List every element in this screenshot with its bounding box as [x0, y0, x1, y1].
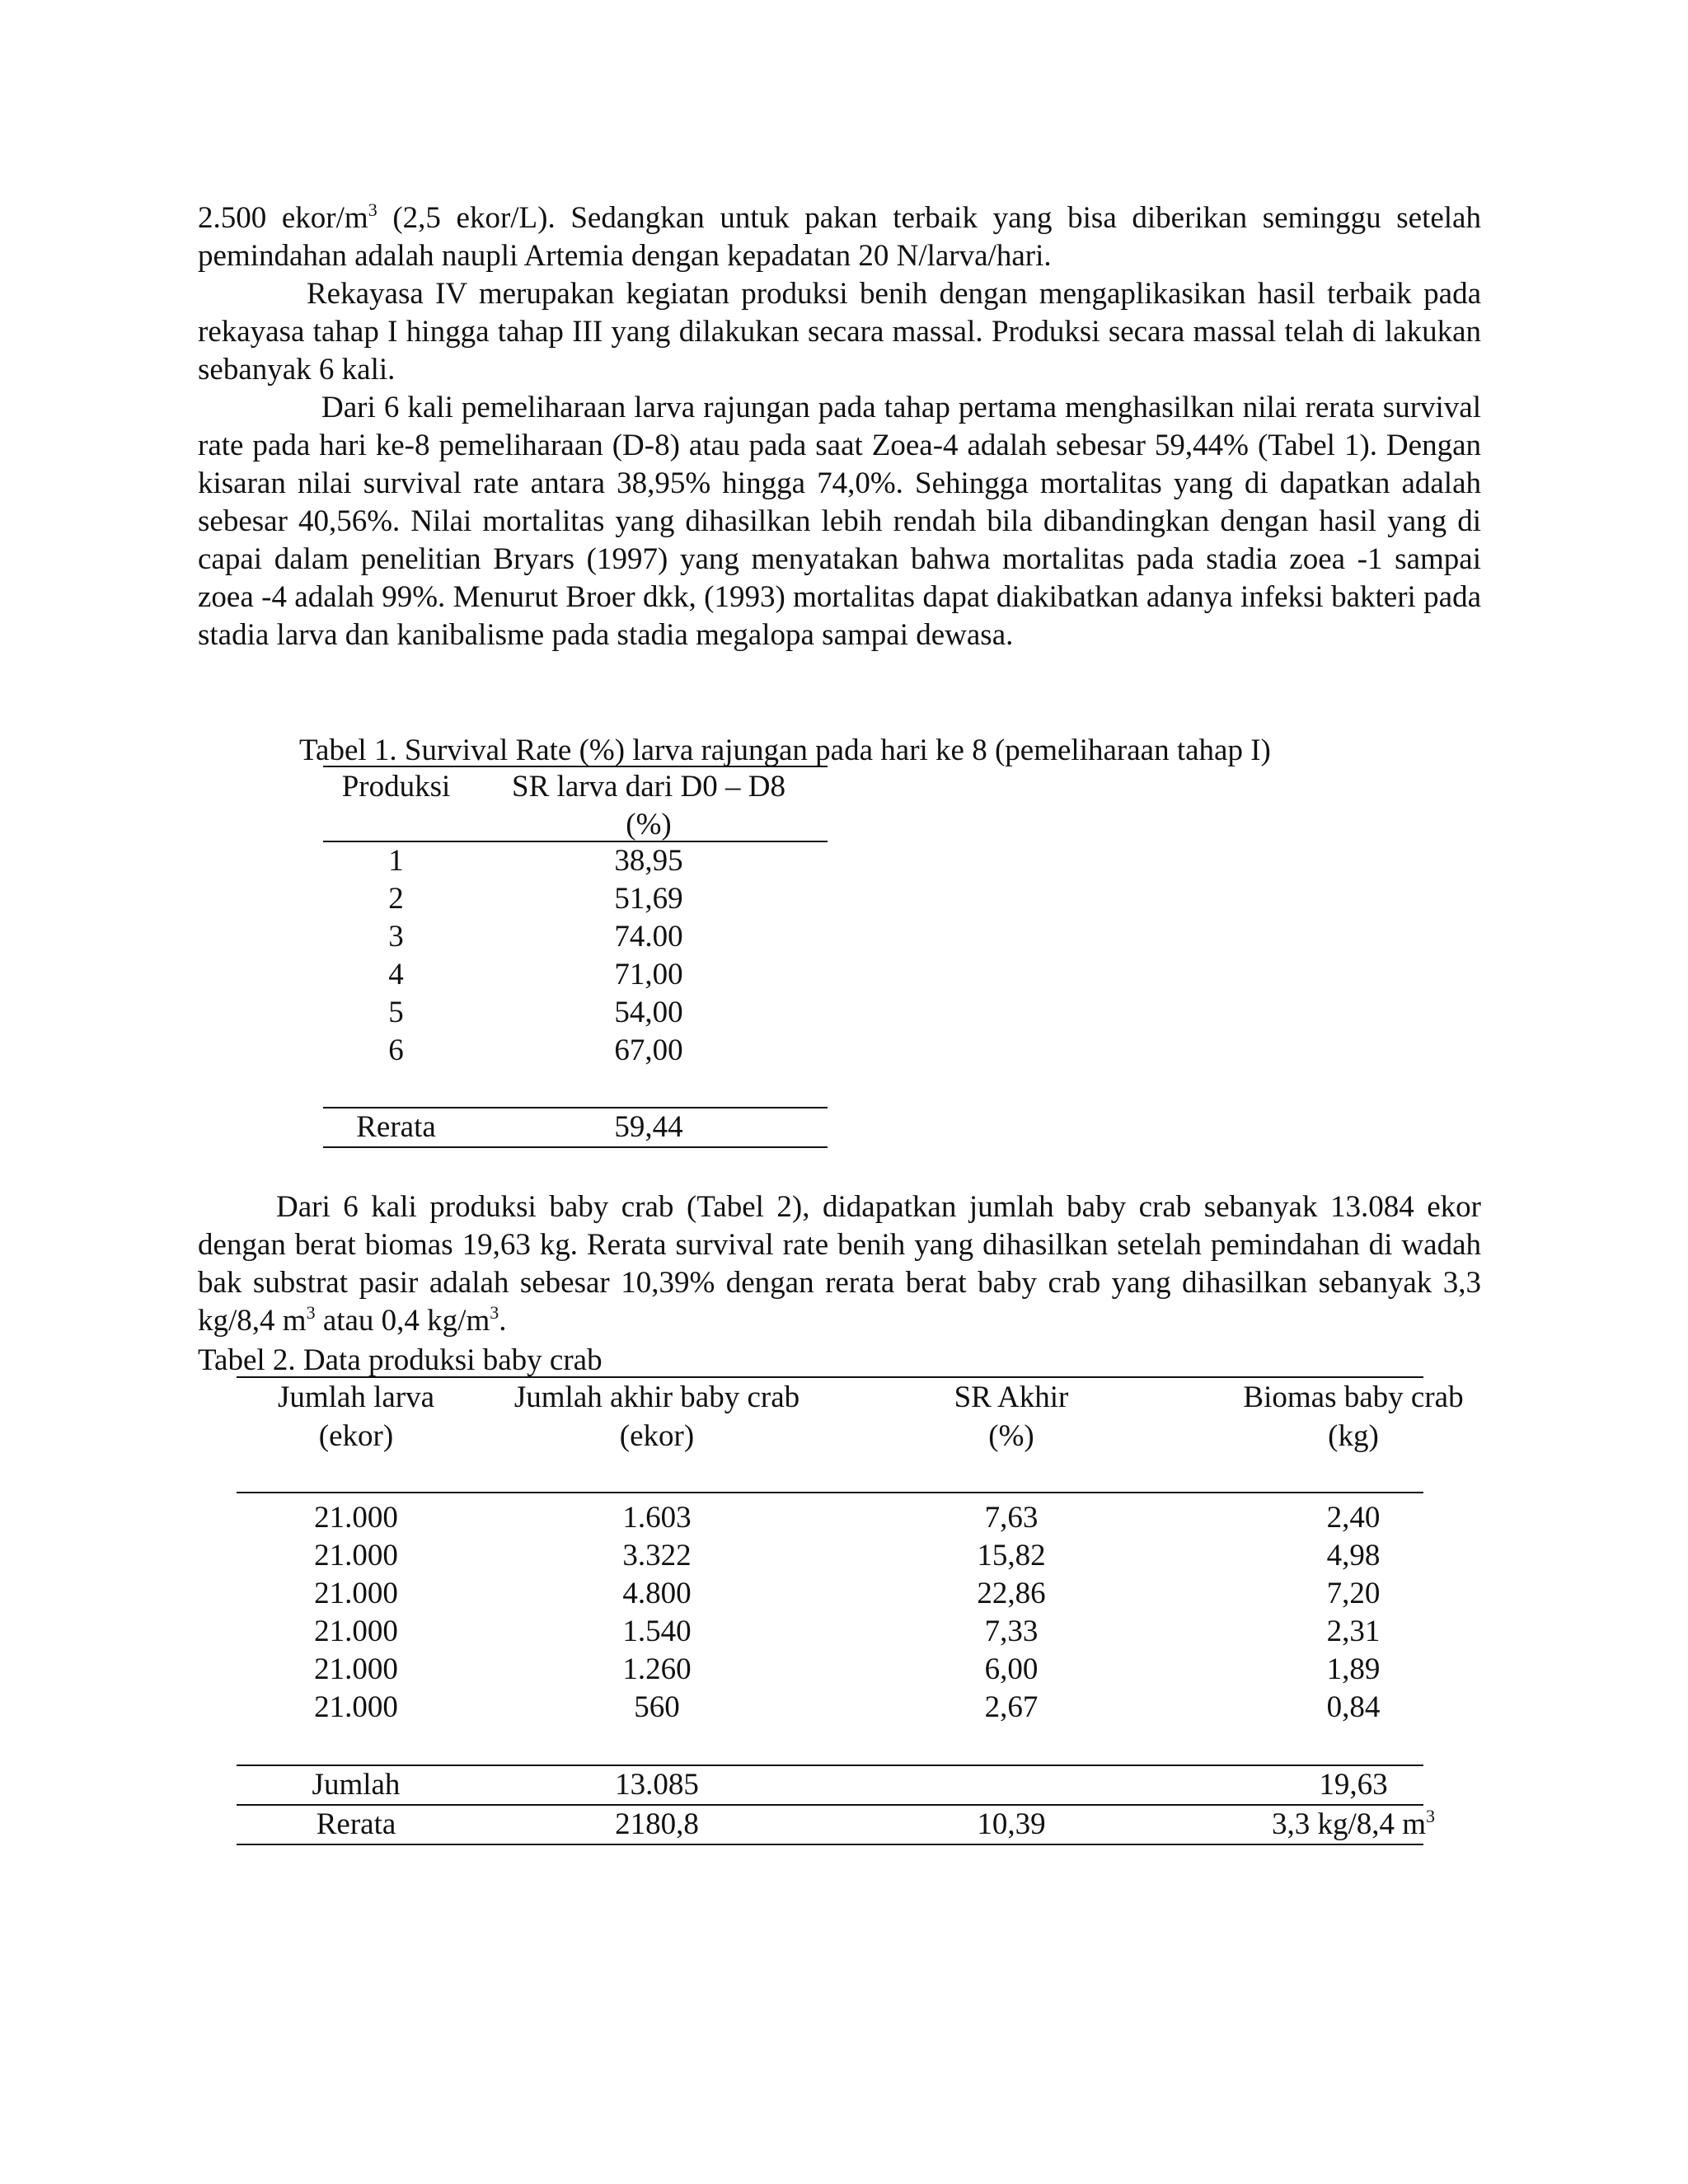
superscript: 3 — [306, 1302, 316, 1323]
superscript: 3 — [1426, 1806, 1436, 1826]
table2-cell-biomas: 2,31 — [1326, 1615, 1381, 1648]
table-row — [237, 1689, 1423, 1727]
table1-cell-produksi: 2 — [388, 882, 404, 916]
table-row — [323, 956, 828, 994]
table2-rerata-sr: 10,39 — [977, 1807, 1046, 1841]
table2-cell-larva: 21.000 — [314, 1539, 398, 1572]
paragraph-survival-rate: Dari 6 kali pemeliharaan larva rajungan pada tahap pertama menghasilkan nilai rerata survival rate pada hari ke-8 pemeliharaan (D-8) atau pada saat Zoea-4 adalah sebesar 59,44% (Tabel 1). Dengan kisaran nilai survival rate antara 38,95% hingga 74,0%. Sehingga mortalitas yang di dapatkan adalah sebesar 40,56%. Nilai mortalitas yang dihasilkan lebih rendah bila dibandingkan dengan hasil yang di capai dalam penelitian Bryars (1997) yang menyatakan bahwa mortalitas pada stadia zoea -1 sampai zoea -4 adalah 99%. Menurut Broer dkk, (1993) mortalitas dapat diakibatkan adanya infeksi bakteri pada stadia larva dan kanibalisme pada stadia megalopa sampai dewasa. — [198, 391, 1481, 652]
table2-header-sr-unit: (%) — [988, 1419, 1034, 1453]
table2-header-larva: Jumlah larva — [277, 1380, 435, 1414]
paragraph-intro — [198, 199, 1481, 275]
table1-header-row — [323, 768, 828, 806]
table2-cell-biomas: 0,84 — [1326, 1690, 1381, 1724]
table2-cell-larva: 21.000 — [314, 1690, 398, 1724]
table2-rerata-label: Rerata — [316, 1807, 396, 1841]
table2-rerata-akhir: 2180,8 — [615, 1807, 699, 1841]
table2-header-sr: SR Akhir — [954, 1380, 1069, 1414]
table2-cell-sr: 2,67 — [984, 1690, 1039, 1724]
table1-cell-sr: 38,95 — [614, 844, 683, 878]
table2-header-rule — [237, 1492, 1423, 1493]
table2-header-biomas-unit: (kg) — [1328, 1419, 1379, 1453]
table2-cell-akhir: 4.800 — [622, 1577, 692, 1610]
table1-rerata-label: Rerata — [356, 1110, 436, 1144]
table-row — [237, 1613, 1423, 1651]
table2-cell-biomas: 4,98 — [1326, 1539, 1381, 1572]
paragraph-text: . — [499, 1304, 507, 1338]
superscript: 3 — [368, 199, 377, 220]
table1-bottom-rule — [323, 1146, 828, 1148]
table2-rerata-row — [237, 1806, 1436, 1844]
table1-cell-produksi: 1 — [388, 844, 404, 878]
table2-header-akhir-unit: (ekor) — [619, 1419, 695, 1453]
paragraph-text: atau 0,4 kg/m — [315, 1304, 490, 1338]
table2-cell-akhir: 560 — [634, 1690, 680, 1724]
table1-cell-produksi: 5 — [388, 996, 404, 1029]
table2-header-larva-unit: (ekor) — [318, 1419, 394, 1453]
table1-cell-sr: 71,00 — [614, 958, 683, 991]
table1-rerata-row — [323, 1108, 828, 1146]
table1-top-rule — [323, 766, 828, 767]
table1-cell-sr: 67,00 — [614, 1033, 683, 1067]
table1-cell-produksi: 3 — [388, 920, 404, 954]
table2-cell-sr: 15,82 — [977, 1539, 1046, 1572]
table2-header-akhir: Jumlah akhir baby crab — [513, 1380, 800, 1414]
table2-rerata-biomas-text: 3,3 kg/8,4 m — [1271, 1807, 1427, 1841]
table2-rerata-biomas — [1242, 1806, 1465, 1844]
table2-bottom-rule — [237, 1844, 1423, 1845]
table-row — [323, 880, 828, 918]
table2-top-rule — [237, 1376, 1423, 1378]
paragraph-baby-crab — [198, 1188, 1481, 1340]
paragraph-rekayasa-iv: Rekayasa IV merupakan kegiatan produksi benih dengan mengaplikasikan hasil terbaik pada rekayasa tahap I hingga tahap III yang dilakukan secara massal. Produksi secara massal telah di lakukan sebanyak 6 kali. — [198, 277, 1481, 387]
table2-header-biomas: Biomas baby crab — [1243, 1380, 1464, 1414]
table2-caption: Tabel 2. Data produksi baby crab — [198, 1343, 603, 1377]
table2-cell-sr: 6,00 — [984, 1652, 1039, 1686]
superscript: 3 — [490, 1302, 499, 1323]
table2-cell-sr: 7,33 — [984, 1615, 1039, 1648]
table2-cell-larva: 21.000 — [314, 1615, 398, 1648]
table1-rerata-value: 59,44 — [614, 1110, 683, 1144]
table2-cell-akhir: 1.260 — [622, 1652, 692, 1686]
table2-cell-larva: 21.000 — [314, 1501, 398, 1535]
table2-jumlah-label: Jumlah — [312, 1768, 401, 1802]
table1-header-row-2 — [323, 806, 828, 844]
table2-cell-akhir: 3.322 — [622, 1539, 692, 1572]
table1-caption: Tabel 1. Survival Rate (%) larva rajungan pada hari ke 8 (pemeliharaan tahap I) — [299, 733, 1271, 767]
table1-cell-sr: 54,00 — [614, 996, 683, 1029]
table-row — [237, 1499, 1423, 1537]
table-row — [237, 1575, 1423, 1613]
table-row — [237, 1537, 1423, 1575]
table-row — [323, 842, 828, 880]
table2-cell-biomas: 2,40 — [1326, 1501, 1381, 1535]
table2-cell-sr: 22,86 — [977, 1577, 1046, 1610]
table1-cell-produksi: 6 — [388, 1033, 404, 1067]
table2-cell-larva: 21.000 — [314, 1652, 398, 1686]
paragraph-text: (2,5 ekor/L). Sedangkan untuk pakan terbaik yang bisa diberikan seminggu setelah pemindahan adalah naupli Artemia dengan kepadatan 20 N/larva/hari. — [198, 201, 1481, 273]
table-row — [237, 1651, 1423, 1689]
table1-header-sr: SR larva dari D0 – D8 — [512, 770, 785, 804]
table1-cell-sr: 51,69 — [614, 882, 683, 916]
table2-cell-sr: 7,63 — [984, 1501, 1039, 1535]
paragraph-text: Dari 6 kali produksi baby crab (Tabel 2), didapatkan jumlah baby crab sebanyak 13.084 ekor dengan berat biomas 19,63 kg. Rerata survival rate benih yang dihasilkan setelah pemindahan di wadah bak substrat pasir adalah sebesar 10,39% dengan rerata berat baby crab yang dihasilkan sebanyak 3,3 kg/8,4 m — [198, 1190, 1481, 1338]
table-row — [323, 918, 828, 956]
table2-jumlah-row — [237, 1766, 1423, 1804]
table2-header-row — [237, 1379, 1464, 1417]
table2-cell-biomas: 7,20 — [1326, 1577, 1381, 1610]
table2-jumlah-akhir: 13.085 — [615, 1768, 699, 1802]
paragraph-text: 2.500 ekor/m — [198, 201, 368, 235]
table2-cell-larva: 21.000 — [314, 1577, 398, 1610]
table1-cell-sr: 74.00 — [614, 920, 683, 954]
table-row — [323, 1032, 828, 1070]
table2-cell-akhir: 1.540 — [622, 1615, 692, 1648]
table1-cell-produksi: 4 — [388, 958, 404, 991]
table-row — [323, 994, 828, 1032]
table1-header-sr-unit: (%) — [626, 808, 672, 841]
table2-jumlah-biomas: 19,63 — [1319, 1768, 1388, 1802]
table2-header-units-row — [237, 1418, 1423, 1455]
table2-cell-biomas: 1,89 — [1326, 1652, 1381, 1686]
table2-cell-akhir: 1.603 — [622, 1501, 692, 1535]
table1-header-produksi: Produksi — [341, 770, 451, 804]
